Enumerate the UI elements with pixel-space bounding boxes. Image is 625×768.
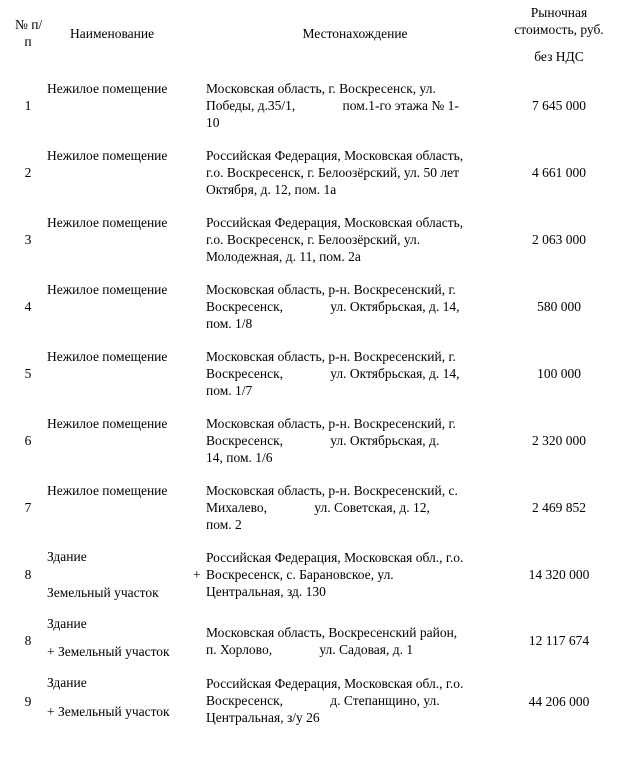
row-2-location-line: Российская Федерация, Московская область, (206, 148, 464, 163)
row-1-price: 7 645 000 (532, 98, 586, 113)
row-5-num: 5 (24, 366, 32, 381)
row-10-price: 44 206 000 (528, 694, 590, 709)
row-1-location-line: Московская область, г. Воскресенск, ул. (206, 81, 436, 96)
row-9-num: 8 (24, 633, 32, 648)
row-6-location-line: 14, пом. 1/6 (206, 450, 273, 465)
row-8-plus: + (193, 567, 201, 582)
row-1-location (206, 80, 501, 131)
row-4-price: 580 000 (537, 299, 581, 314)
row-3-location-line: Российская Федерация, Московская область, (206, 215, 464, 230)
row-8-price: 14 320 000 (528, 567, 590, 582)
row-3-location-line: г.о. Воскресенск, г. Белоозёрский, ул. (206, 232, 421, 247)
row-6-price: 2 320 000 (532, 433, 586, 448)
row-7-name: Нежилое помещение (47, 483, 168, 498)
row-3-location-line: Молодежная, д. 11, пом. 2а (206, 249, 361, 264)
row-10-num: 9 (24, 694, 32, 709)
row-8-location-line: Воскресенск, с. Барановское, ул. (206, 567, 394, 582)
row-10-location-line: Воскресенск, д. Степанщино, ул. (206, 693, 440, 708)
row-2-location-line: Октября, д. 12, пом. 1а (206, 182, 337, 197)
row-8-name2: Земельный участок (47, 585, 159, 600)
row-10-name2: + Земельный участок (47, 704, 170, 719)
header-num-line1: № п/ (15, 17, 43, 32)
row-6-location-line: Московская область, р-н. Воскресенский, г. (206, 416, 456, 431)
row-7-location-line: Михалево, ул. Советская, д. 12, (206, 500, 430, 515)
row-4-name: Нежилое помещение (47, 282, 168, 297)
header-price-line1: Рыночная (530, 5, 588, 20)
header-price-line2: стоимость, руб. (514, 22, 604, 37)
header-price (503, 4, 615, 65)
row-5-location-line: пом. 1/7 (206, 383, 253, 398)
row-6-name: Нежилое помещение (47, 416, 168, 431)
row-8-location-line: Центральная, зд. 130 (206, 584, 326, 599)
header-name: Наименование (70, 26, 155, 41)
row-7-num: 7 (24, 500, 32, 515)
row-7-price: 2 469 852 (532, 500, 586, 515)
header-price-line3: без НДС (534, 49, 584, 64)
row-3-location (206, 214, 501, 265)
row-10-location-line: Российская Федерация, Московская обл., г.о. (206, 676, 464, 691)
row-4-location-line: пом. 1/8 (206, 316, 253, 331)
row-4-location (206, 281, 501, 332)
row-5-location (206, 348, 501, 399)
row-9-name2: + Земельный участок (47, 644, 170, 659)
row-3-name: Нежилое помещение (47, 215, 168, 230)
row-4-location-line: Московская область, р-н. Воскресенский, г. (206, 282, 456, 297)
row-2-num: 2 (24, 165, 32, 180)
row-5-price: 100 000 (537, 366, 581, 381)
row-1-name: Нежилое помещение (47, 81, 168, 96)
row-10-name: Здание (47, 675, 87, 690)
row-10-location (206, 675, 501, 726)
row-5-name: Нежилое помещение (47, 349, 168, 364)
row-3-price: 2 063 000 (532, 232, 586, 247)
row-9-location-line: п. Хорлово, ул. Садовая, д. 1 (206, 642, 414, 657)
row-9-price: 12 117 674 (528, 633, 590, 648)
row-6-num: 6 (24, 433, 32, 448)
row-8-name: Здание (47, 549, 87, 564)
row-1-location-line: 10 (206, 115, 220, 130)
row-8-num: 8 (24, 567, 32, 582)
row-2-location-line: г.о. Воскресенск, г. Белоозёрский, ул. 50 лет (206, 165, 459, 180)
header-num (15, 16, 41, 50)
row-2-price: 4 661 000 (532, 165, 586, 180)
row-9-location-line: Московская область, Воскресенский район, (206, 625, 458, 640)
header-location: Местонахождение (302, 26, 408, 41)
row-5-location-line: Московская область, р-н. Воскресенский, г. (206, 349, 456, 364)
row-2-location (206, 147, 501, 198)
row-1-location-line: Победы, д.35/1, пом.1-го этажа № 1- (206, 98, 459, 113)
row-7-location (206, 482, 501, 533)
row-6-location (206, 415, 501, 466)
row-9-location (206, 624, 501, 658)
row-9-name: Здание (47, 616, 87, 631)
row-4-num: 4 (24, 299, 32, 314)
row-6-location-line: Воскресенск, ул. Октябрьская, д. (206, 433, 440, 448)
row-7-location-line: пом. 2 (206, 517, 242, 532)
row-8-location (206, 549, 501, 600)
header-num-line2: п (24, 34, 32, 49)
row-3-num: 3 (24, 232, 32, 247)
row-2-name: Нежилое помещение (47, 148, 168, 163)
row-4-location-line: Воскресенск, ул. Октябрьская, д. 14, (206, 299, 460, 314)
row-8-location-line: Российская Федерация, Московская обл., г.о. (206, 550, 464, 565)
row-1-num: 1 (24, 98, 32, 113)
row-5-location-line: Воскресенск, ул. Октябрьская, д. 14, (206, 366, 460, 381)
row-10-location-line: Центральная, з/у 26 (206, 710, 320, 725)
row-7-location-line: Московская область, р-н. Воскресенский, с. (206, 483, 458, 498)
